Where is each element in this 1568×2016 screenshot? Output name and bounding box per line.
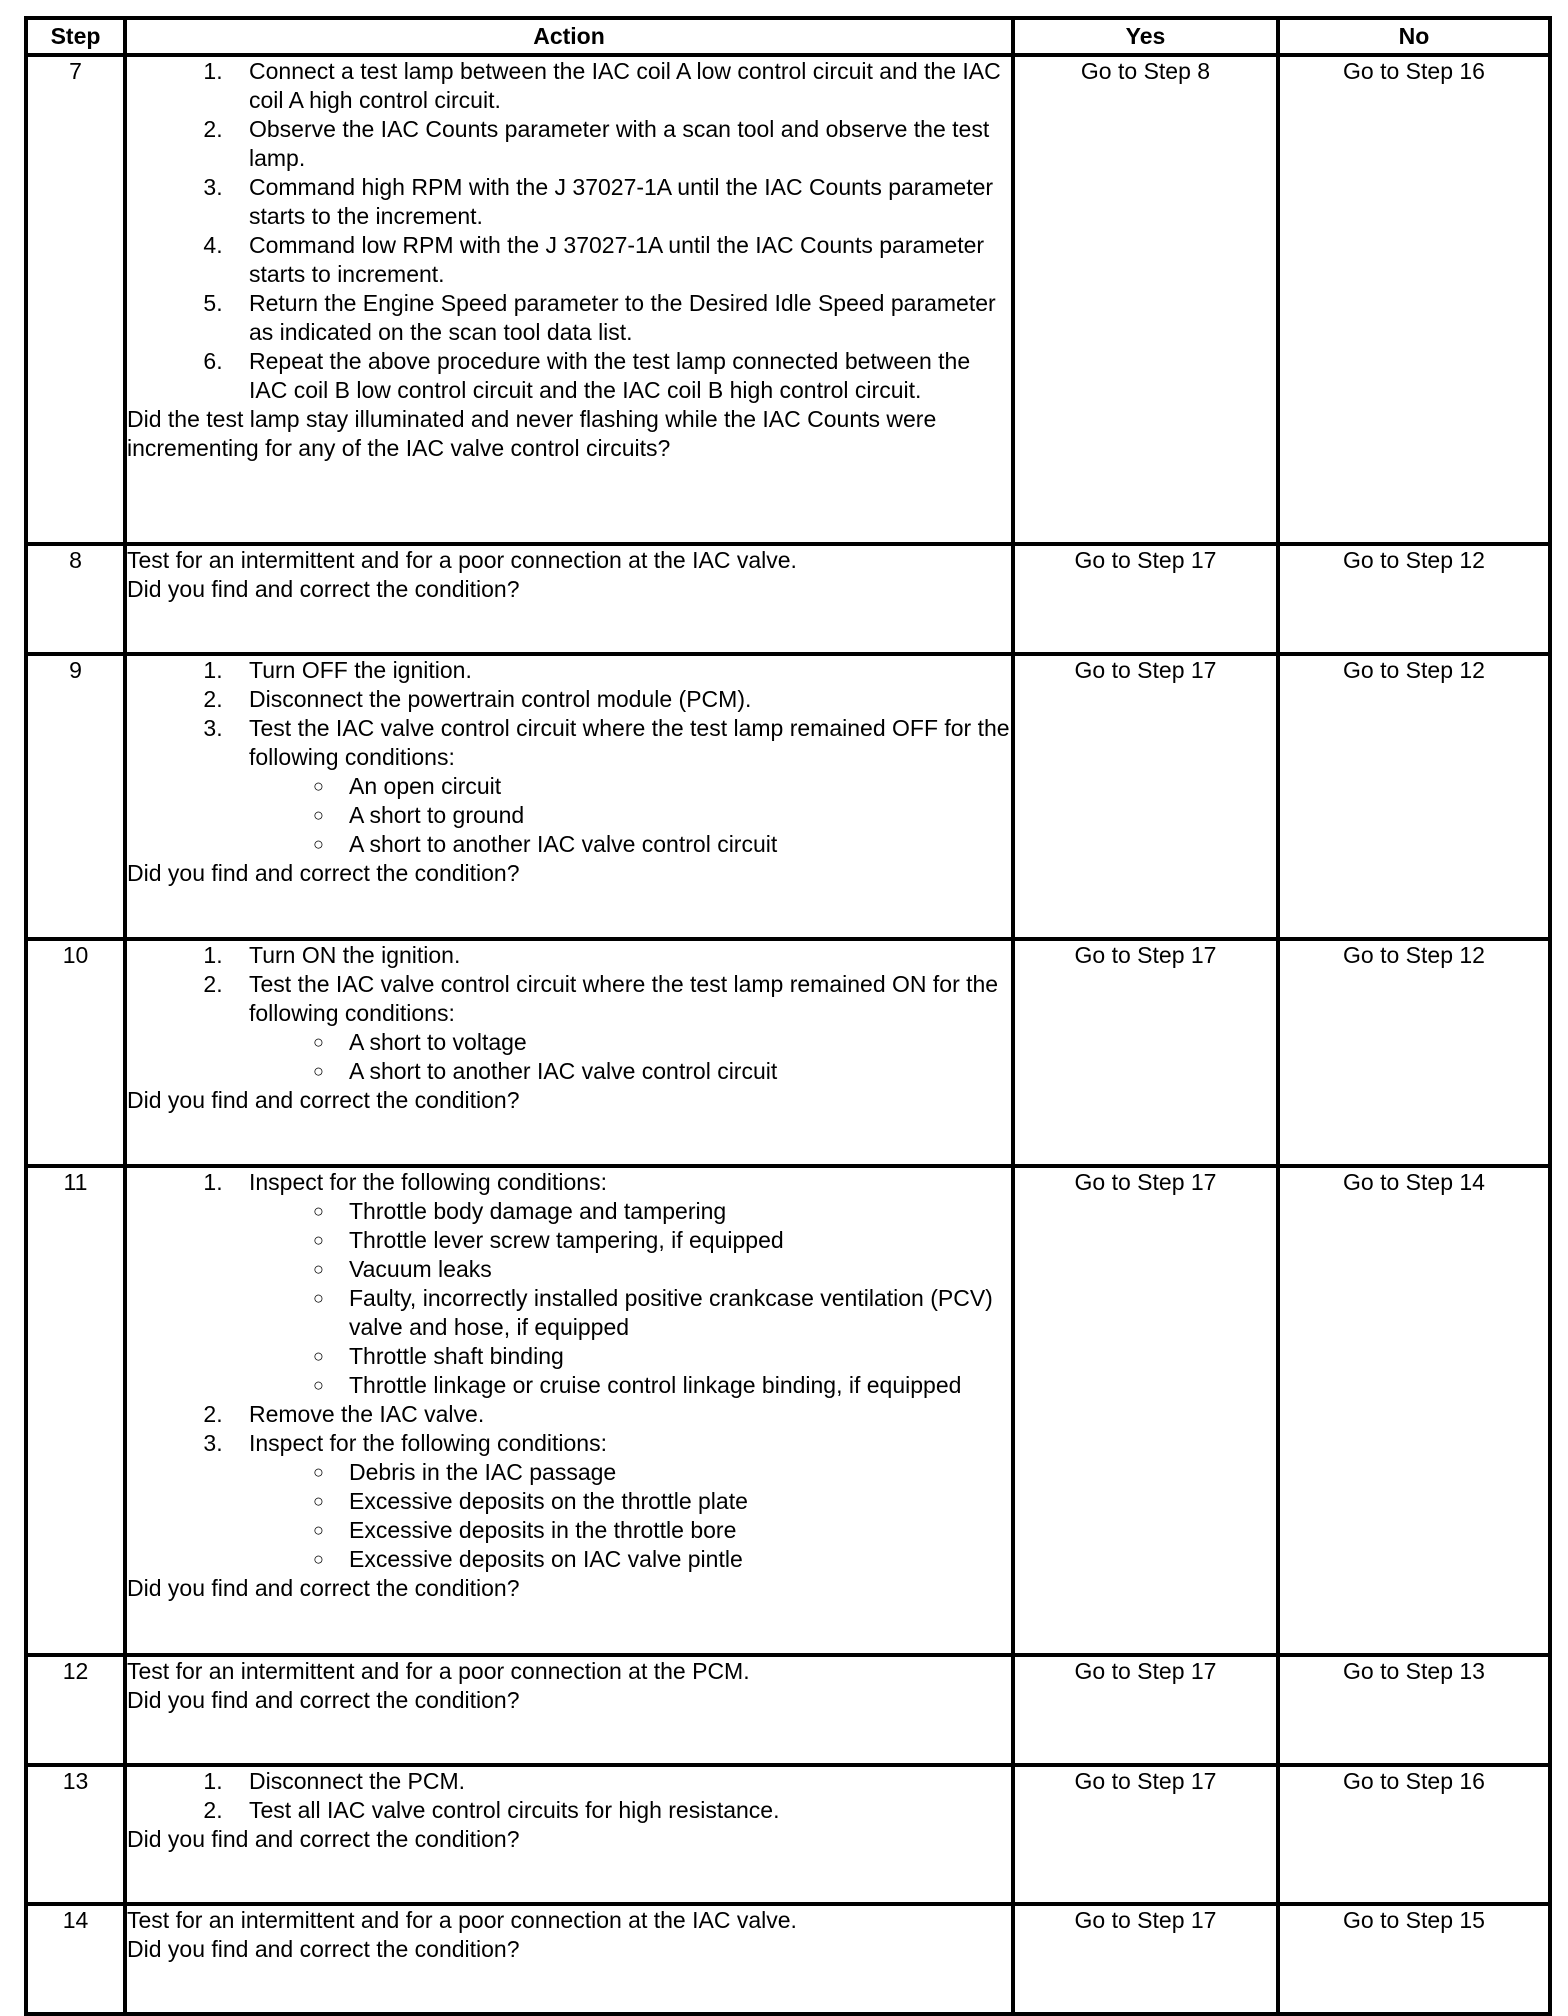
instruction-item-text: Inspect for the following conditions: bbox=[249, 1169, 607, 1195]
no-header: No bbox=[1278, 18, 1550, 55]
condition-item: ○ Debris in the IAC passage bbox=[329, 1458, 1011, 1487]
condition-list bbox=[249, 1458, 1011, 1574]
condition-item: ○ Faulty, incorrectly installed positive crankcase ventilation (PCV) valve and hose, if equipped bbox=[329, 1284, 1011, 1342]
action-cell bbox=[125, 939, 1013, 1166]
instruction-item bbox=[229, 1429, 1011, 1574]
condition-item: ○ Throttle shaft binding bbox=[329, 1342, 1011, 1371]
condition-item: ○ Throttle lever screw tampering, if equipped bbox=[329, 1226, 1011, 1255]
step-header: Step bbox=[26, 18, 125, 55]
instruction-item: 1. Turn ON the ignition. bbox=[229, 941, 1011, 970]
question-text: Did you find and correct the condition? bbox=[127, 576, 520, 602]
condition-item: ○ Excessive deposits on the throttle plate bbox=[329, 1487, 1011, 1516]
condition-item: ○ Throttle body damage and tampering bbox=[329, 1197, 1011, 1226]
yes-result: Go to Step 17 bbox=[1013, 939, 1278, 1166]
instruction-item: 3. Command high RPM with the J 37027-1A until the IAC Counts parameter starts to the increment. bbox=[229, 173, 1011, 231]
instruction-item: 1. Turn OFF the ignition. bbox=[229, 656, 1011, 685]
yes-result: Go to Step 17 bbox=[1013, 1655, 1278, 1765]
question-text: Did you find and correct the condition? bbox=[127, 860, 520, 886]
instruction-item: 1. Connect a test lamp between the IAC coil A low control circuit and the IAC coil A high control circuit. bbox=[229, 57, 1011, 115]
question-text: Did you find and correct the condition? bbox=[127, 1936, 520, 1962]
condition-item: ○ Excessive deposits in the throttle bore bbox=[329, 1516, 1011, 1545]
no-result: Go to Step 16 bbox=[1278, 1765, 1550, 1904]
condition-item: ○ Excessive deposits on IAC valve pintle bbox=[329, 1545, 1011, 1574]
no-result: Go to Step 14 bbox=[1278, 1166, 1550, 1655]
table-row bbox=[26, 544, 1550, 654]
instruction-item: 5. Return the Engine Speed parameter to the Desired Idle Speed parameter as indicated on the scan tool data list. bbox=[229, 289, 1011, 347]
instruction-item: 1. Disconnect the PCM. bbox=[229, 1767, 1011, 1796]
instruction-list bbox=[127, 1767, 1011, 1825]
action-cell bbox=[125, 1166, 1013, 1655]
no-result: Go to Step 13 bbox=[1278, 1655, 1550, 1765]
no-result: Go to Step 12 bbox=[1278, 939, 1550, 1166]
instruction-item: 2. Test all IAC valve control circuits for high resistance. bbox=[229, 1796, 1011, 1825]
yes-result: Go to Step 17 bbox=[1013, 1904, 1278, 2014]
yes-result: Go to Step 17 bbox=[1013, 654, 1278, 939]
step-number: 13 bbox=[26, 1765, 125, 1904]
instruction-item bbox=[229, 1168, 1011, 1400]
step-number: 14 bbox=[26, 1904, 125, 2014]
instruction-item bbox=[229, 970, 1011, 1086]
action-header: Action bbox=[125, 18, 1013, 55]
table-row bbox=[26, 1166, 1550, 1655]
instruction-item: 6. Repeat the above procedure with the test lamp connected between the IAC coil B low control circuit and the IAC coil B high control circuit. bbox=[229, 347, 1011, 405]
action-cell bbox=[125, 1904, 1013, 2014]
condition-list bbox=[249, 1197, 1011, 1400]
action-cell bbox=[125, 544, 1013, 654]
no-result: Go to Step 15 bbox=[1278, 1904, 1550, 2014]
condition-item: ○ Throttle linkage or cruise control linkage binding, if equipped bbox=[329, 1371, 1011, 1400]
table-row bbox=[26, 654, 1550, 939]
action-cell bbox=[125, 654, 1013, 939]
step-number: 11 bbox=[26, 1166, 125, 1655]
instruction-item: 4. Command low RPM with the J 37027-1A until the IAC Counts parameter starts to increment. bbox=[229, 231, 1011, 289]
table-row bbox=[26, 55, 1550, 544]
no-result: Go to Step 16 bbox=[1278, 55, 1550, 544]
yes-header: Yes bbox=[1013, 18, 1278, 55]
instruction-item-text: Test the IAC valve control circuit where the test lamp remained ON for the following conditions: bbox=[249, 971, 999, 1026]
instruction-text: Test for an intermittent and for a poor connection at the PCM. bbox=[127, 1658, 750, 1684]
table-row bbox=[26, 939, 1550, 1166]
diagnostic-table bbox=[24, 16, 1552, 2016]
condition-item: ○ A short to voltage bbox=[329, 1028, 1011, 1057]
yes-result: Go to Step 8 bbox=[1013, 55, 1278, 544]
instruction-text: Test for an intermittent and for a poor connection at the IAC valve. bbox=[127, 547, 797, 573]
condition-item: ○ A short to ground bbox=[329, 801, 1011, 830]
condition-item: ○ Vacuum leaks bbox=[329, 1255, 1011, 1284]
table-row bbox=[26, 1904, 1550, 2014]
step-number: 8 bbox=[26, 544, 125, 654]
action-cell bbox=[125, 1655, 1013, 1765]
instruction-item: 2. Disconnect the powertrain control module (PCM). bbox=[229, 685, 1011, 714]
yes-result: Go to Step 17 bbox=[1013, 544, 1278, 654]
no-result: Go to Step 12 bbox=[1278, 544, 1550, 654]
no-result: Go to Step 12 bbox=[1278, 654, 1550, 939]
action-cell bbox=[125, 1765, 1013, 1904]
instruction-text: Test for an intermittent and for a poor connection at the IAC valve. bbox=[127, 1907, 797, 1933]
yes-result: Go to Step 17 bbox=[1013, 1166, 1278, 1655]
instruction-item-text: Test the IAC valve control circuit where the test lamp remained OFF for the following conditions: bbox=[249, 715, 1010, 770]
question-text: Did the test lamp stay illuminated and never flashing while the IAC Counts were incrementing for any of the IAC valve control circuits? bbox=[127, 406, 937, 461]
step-number: 10 bbox=[26, 939, 125, 1166]
yes-result: Go to Step 17 bbox=[1013, 1765, 1278, 1904]
question-text: Did you find and correct the condition? bbox=[127, 1087, 520, 1113]
instruction-list bbox=[127, 656, 1011, 859]
condition-item: ○ A short to another IAC valve control circuit bbox=[329, 830, 1011, 859]
header-row bbox=[26, 18, 1550, 55]
question-text: Did you find and correct the condition? bbox=[127, 1826, 520, 1852]
condition-list bbox=[249, 1028, 1011, 1086]
instruction-item bbox=[229, 714, 1011, 859]
instruction-item-text: Inspect for the following conditions: bbox=[249, 1430, 607, 1456]
instruction-item: 2. Remove the IAC valve. bbox=[229, 1400, 1011, 1429]
table-row bbox=[26, 1765, 1550, 1904]
step-number: 7 bbox=[26, 55, 125, 544]
question-text: Did you find and correct the condition? bbox=[127, 1687, 520, 1713]
step-number: 9 bbox=[26, 654, 125, 939]
instruction-list bbox=[127, 1168, 1011, 1574]
step-number: 12 bbox=[26, 1655, 125, 1765]
condition-list bbox=[249, 772, 1011, 859]
instruction-list bbox=[127, 57, 1011, 405]
question-text: Did you find and correct the condition? bbox=[127, 1575, 520, 1601]
condition-item: ○ An open circuit bbox=[329, 772, 1011, 801]
action-cell bbox=[125, 55, 1013, 544]
table-row bbox=[26, 1655, 1550, 1765]
instruction-list bbox=[127, 941, 1011, 1086]
condition-item: ○ A short to another IAC valve control circuit bbox=[329, 1057, 1011, 1086]
instruction-item: 2. Observe the IAC Counts parameter with a scan tool and observe the test lamp. bbox=[229, 115, 1011, 173]
